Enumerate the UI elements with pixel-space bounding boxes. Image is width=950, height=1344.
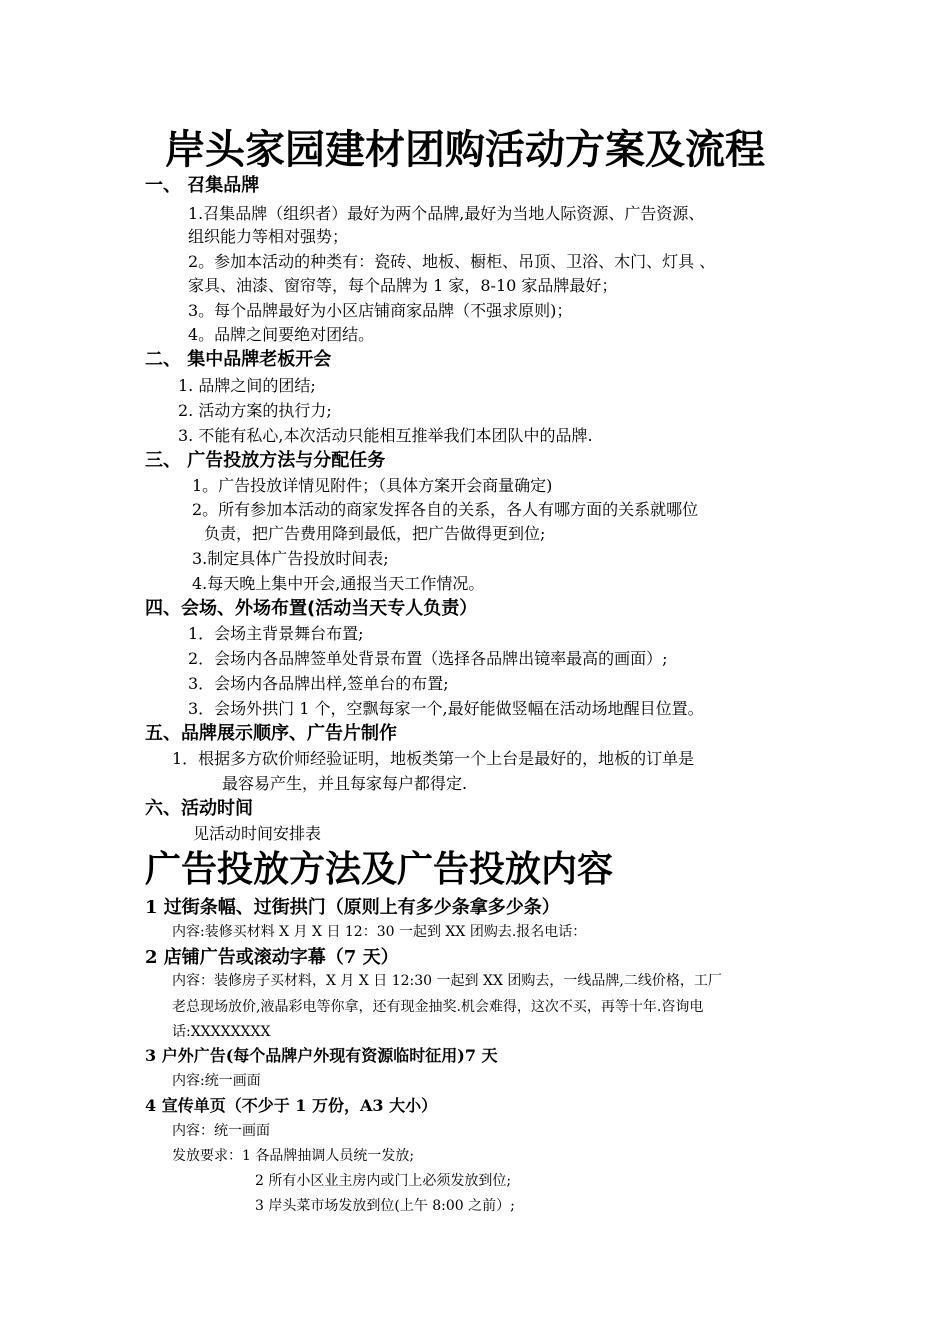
- section-3-line: 负责，把广告费用降到最低，把广告做得更到位;: [204, 524, 546, 543]
- section-5-line: 最容易产生，并且每家每户都得定.: [222, 774, 468, 793]
- ad-item-1-heading: 1 过街条幅、过街拱门（原则上有多少条拿多少条）: [145, 897, 560, 918]
- section-4-line: 1．会场主背景舞台布置;: [188, 624, 364, 643]
- ad-item-2-line: 内容：装修房子买材料，X 月 X 日 12:30 一起到 XX 团购去，一线品牌,二线价格，工厂: [172, 973, 722, 989]
- section-1-heading: 一、 召集品牌: [145, 175, 260, 196]
- section-4-heading: 四、会场、外场布置(活动当天专人负责）: [145, 598, 478, 619]
- section-6-heading: 六、活动时间: [145, 798, 253, 819]
- ad-item-3-heading: 3 户外广告(每个品牌户外现有资源临时征用)7 天: [145, 1046, 498, 1065]
- ad-item-2-line: 老总现场放价,液晶彩电等你拿，还有现金抽奖.机会难得，这次不买，再等十年.咨询电: [172, 999, 704, 1015]
- section-3-line: 2。所有参加本活动的商家发挥各自的关系，各人有哪方面的关系就哪位: [192, 500, 699, 519]
- section-5-heading: 五、品牌展示顺序、广告片制作: [145, 723, 397, 744]
- section-3-line: 4.每天晚上集中开会,通报当天工作情况。: [192, 574, 485, 593]
- section-4-line: 3．会场内各品牌出样,签单台的布置;: [188, 674, 449, 693]
- ad-item-4-line: 内容：统一画面: [172, 1123, 270, 1139]
- section-1-line: 家具、油漆、窗帘等，每个品牌为 1 家，8-10 家品牌最好；: [188, 276, 618, 295]
- section-5-line: 1．根据多方砍价师经验证明，地板类第一个上台是最好的，地板的订单是: [172, 749, 695, 768]
- ad-item-2-heading: 2 店铺广告或滚动字幕（7 天）: [145, 947, 399, 968]
- ad-item-4-line: 3 岸头菜市场发放到位(上午 8:00 之前）;: [255, 1198, 515, 1214]
- section-2-heading: 二、 集中品牌老板开会: [145, 349, 332, 370]
- ad-item-1-line: 内容:装修买材料 X 月 X 日 12：30 一起到 XX 团购去.报名电话：: [172, 924, 587, 940]
- section-1-line: 组织能力等相对强势；: [188, 227, 349, 246]
- ad-item-3-line: 内容:统一画面: [172, 1073, 261, 1089]
- section-1-line: 2。参加本活动的种类有：瓷砖、地板、橱柜、吊顶、卫浴、木门、灯具 、: [188, 252, 716, 271]
- ad-item-4-line: 2 所有小区业主房内或门上必须发放到位;: [255, 1173, 512, 1189]
- section-2-line: 1. 品牌之间的团结;: [178, 376, 316, 395]
- section-3-line: 1。广告投放详情见附件；（具体方案开会商量确定): [192, 476, 553, 495]
- section-1-line: 4。品牌之间要绝对团结。: [188, 325, 375, 344]
- ad-item-2-line: 话:XXXXXXXX: [172, 1024, 271, 1040]
- section-2-line: 2. 活动方案的执行力;: [178, 401, 332, 420]
- section-6-line: 见活动时间安排表: [193, 824, 322, 843]
- section-3-line: 3.制定具体广告投放时间表;: [192, 549, 389, 568]
- section-4-line: 2．会场内各品牌签单处背景布置（选择各品牌出镜率最高的画面）;: [188, 649, 668, 668]
- section-1-line: 1.召集品牌（组织者）最好为两个品牌,最好为当地人际资源、广告资源、: [188, 204, 705, 223]
- ad-plan-title: 广告投放方法及广告投放内容: [145, 849, 614, 890]
- section-4-line: 3．会场外拱门 1 个，空飘每家一个,最好能做竖幅在活动场地醒目位置。: [188, 699, 704, 718]
- section-3-heading: 三、 广告投放方法与分配任务: [145, 450, 386, 471]
- ad-item-4-line: 发放要求：1 各品牌抽调人员统一发放;: [172, 1148, 415, 1164]
- ad-item-4-heading: 4 宣传单页（不少于 1 万份，A3 大小）: [145, 1096, 438, 1115]
- section-2-line: 3. 不能有私心,本次活动只能相互推举我们本团队中的品牌.: [178, 426, 593, 445]
- section-1-line: 3。每个品牌最好为小区店铺商家品牌（不强求原则)；: [188, 301, 573, 320]
- document-title: 岸头家园建材团购活动方案及流程: [165, 127, 765, 173]
